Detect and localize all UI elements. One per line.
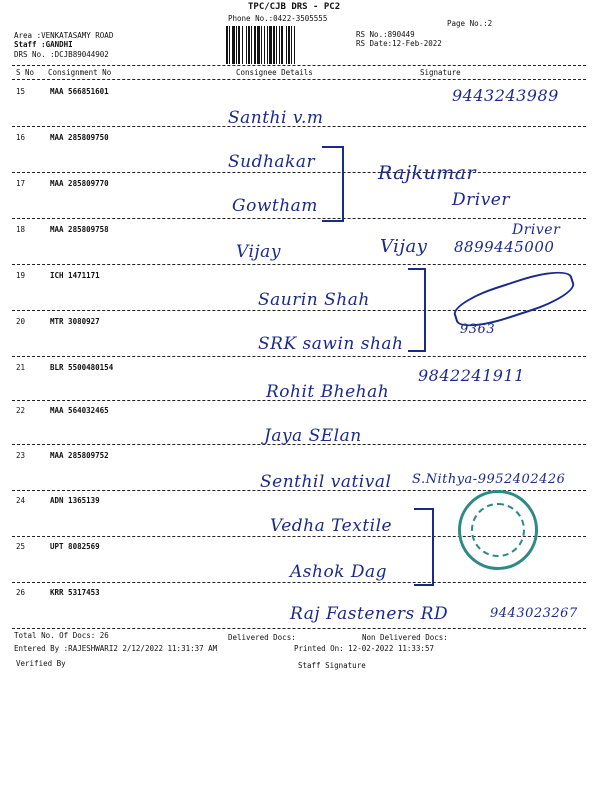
handwritten-name: Rohit Bhehah — [266, 382, 390, 402]
row-sno: 15 — [16, 87, 26, 96]
row-consignment: BLR 5500480154 — [50, 363, 114, 372]
row-consignment: KRR 5317453 — [50, 588, 100, 597]
row-consignment: MAA 285809758 — [50, 225, 109, 234]
handwritten-name: Saurin Shah — [258, 290, 370, 310]
area: Area :VENKATASAMY ROAD — [14, 31, 114, 40]
row-divider — [12, 582, 586, 583]
handwritten-name: Vijay — [236, 242, 281, 262]
handwritten-name: Santhi v.m — [228, 108, 324, 128]
entered-by: Entered By :RAJESHWARI2 2/12/2022 11:31:37 AM — [14, 644, 218, 653]
row-divider — [12, 356, 586, 357]
stamp-inner-ring — [471, 503, 525, 557]
sheet-title: TPC/CJB DRS - PC2 — [248, 2, 341, 12]
row-consignment: ADN 1365139 — [50, 496, 100, 505]
page-number: Page No.:2 — [447, 19, 493, 28]
row-sno: 17 — [16, 179, 26, 188]
total-docs: Total No. Of Docs: 26 — [14, 631, 109, 640]
rs-number: RS No.:890449 — [356, 30, 415, 39]
header-rule-bottom — [12, 79, 586, 80]
row-sno: 24 — [16, 496, 26, 505]
row-consignment: MAA 566851601 — [50, 87, 109, 96]
row-sno: 21 — [16, 363, 26, 372]
row-consignment: MAA 285809752 — [50, 451, 109, 460]
row-sno: 23 — [16, 451, 26, 460]
handwritten-name: Gowtham — [232, 196, 318, 216]
bracket-mark — [322, 146, 344, 222]
handwritten-name: Senthil vatival — [260, 472, 392, 492]
handwritten-signature: Vijay — [380, 236, 428, 257]
column-signature: Signature — [420, 68, 461, 77]
row-divider — [12, 264, 586, 265]
bracket-mark — [408, 268, 426, 352]
barcode — [226, 26, 350, 64]
column-sno: S No — [16, 68, 35, 77]
staff-signature: Staff Signature — [298, 661, 366, 670]
handwritten-signature: S.Nithya-9952402426 — [412, 472, 566, 487]
row-divider — [12, 218, 586, 219]
delivered-docs: Delivered Docs: — [228, 633, 296, 642]
handwritten-phone: 9443023267 — [490, 606, 578, 621]
row-consignment: MAA 285809770 — [50, 179, 109, 188]
non-delivered-docs: Non Delivered Docs: — [362, 633, 448, 642]
handwritten-name: Raj Fasteners RD — [290, 604, 449, 624]
row-consignment: MAA 564032465 — [50, 406, 109, 415]
row-sno: 16 — [16, 133, 26, 142]
handwritten-name: Sudhakar — [228, 152, 316, 172]
row-consignment: ICH 1471171 — [50, 271, 100, 280]
column-consignment: Consignment No — [48, 68, 112, 77]
handwritten-phone: 8899445000 — [454, 238, 555, 256]
row-sno: 25 — [16, 542, 26, 551]
column-consignee: Consignee Details — [236, 68, 313, 77]
row-consignment: UPT 8082569 — [50, 542, 100, 551]
row-sno: 26 — [16, 588, 26, 597]
handwritten-name: SRK sawin shah — [258, 334, 404, 354]
row-sno: 22 — [16, 406, 26, 415]
handwritten-name: Vedha Textile — [270, 516, 393, 536]
verified-by: Verified By — [16, 659, 66, 668]
phone-number: Phone No.:0422-3505555 — [228, 14, 328, 23]
header-rule — [12, 65, 586, 66]
drs-number: DRS No. :DCJB89044902 — [14, 50, 109, 59]
handwritten-name: Jaya SElan — [264, 426, 362, 446]
company-stamp — [458, 490, 538, 570]
barcode-bar — [294, 26, 295, 64]
printed-on: Printed On: 12-02-2022 11:33:57 — [294, 644, 434, 653]
row-sno: 19 — [16, 271, 26, 280]
handwritten-phone: 9842241911 — [418, 366, 525, 385]
row-divider — [12, 172, 586, 173]
row-consignment: MAA 285809750 — [50, 133, 109, 142]
bracket-mark — [414, 508, 434, 586]
handwritten-role: Driver — [512, 222, 561, 238]
handwritten-role: Driver — [452, 190, 510, 210]
row-consignment: MTR 3080927 — [50, 317, 100, 326]
rs-date: RS Date:12-Feb-2022 — [356, 39, 442, 48]
row-sno: 20 — [16, 317, 26, 326]
handwritten-signature: Rajkumar — [378, 162, 477, 184]
handwritten-phone: 9443243989 — [452, 86, 559, 105]
staff-name: Staff :GANDHI — [14, 40, 73, 49]
handwritten-phone: 9363 — [460, 322, 496, 337]
row-divider — [12, 628, 586, 629]
row-sno: 18 — [16, 225, 26, 234]
handwritten-name: Ashok Dag — [290, 562, 388, 582]
